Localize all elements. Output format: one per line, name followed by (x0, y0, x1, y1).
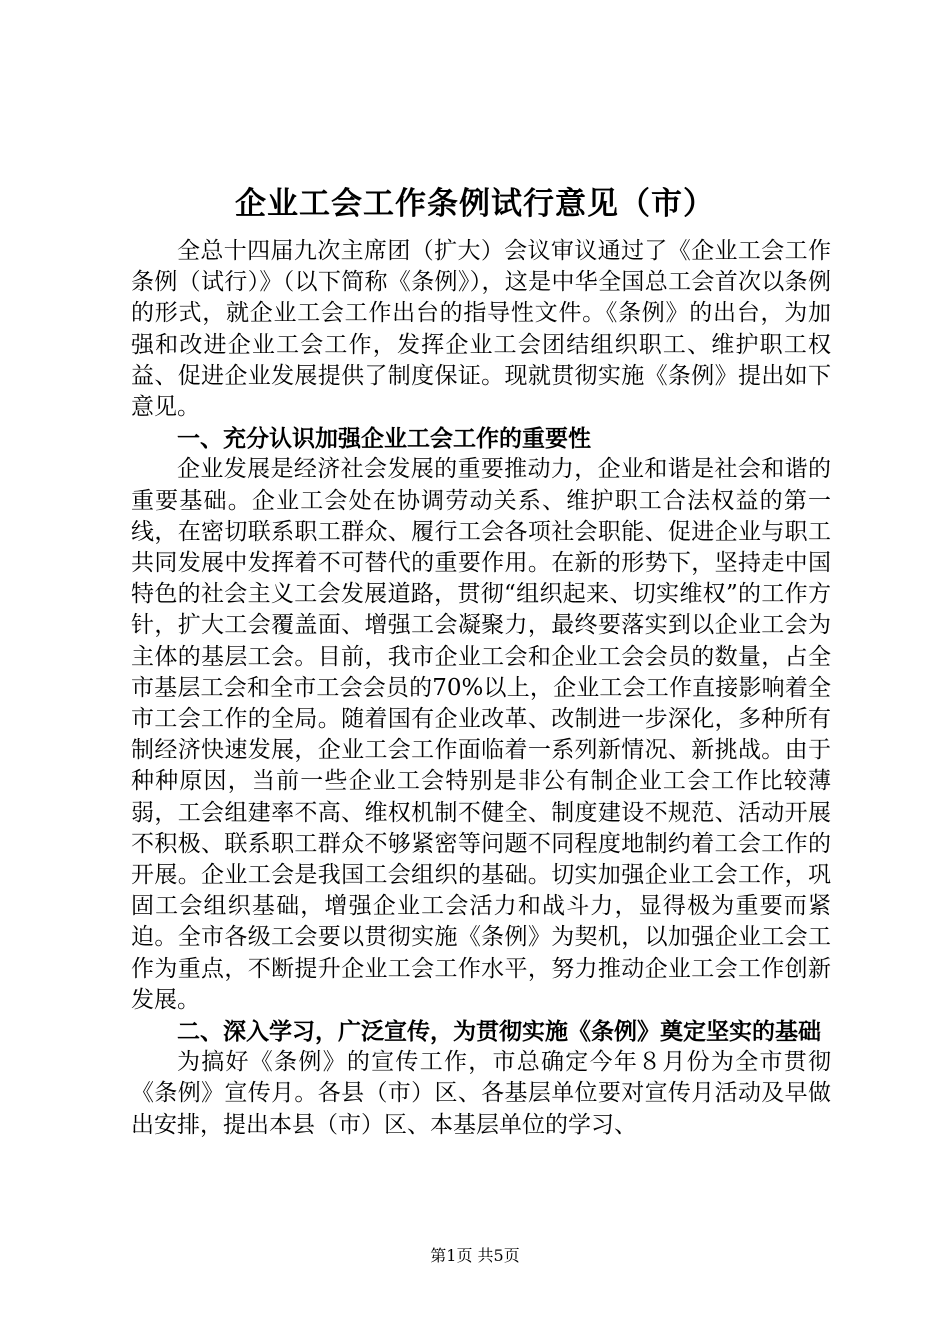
section-2-paragraph: 为搞好《条例》的宣传工作，市总确定今年８月份为全市贯彻《条例》宣传月。各县（市）区、各基层单位要对宣传月活动及早做出安排，提出本县（市）区、本基层单位的学习、 (131, 1049, 831, 1138)
intro-paragraph: 全总十四届九次主席团（扩大）会议审议通过了《企业工会工作条例（试行）》（以下简称《条例》），这是中华全国总工会首次以条例的形式，就企业工会工作出台的指导性文件。《条例》的出台，为加强和改进企业工会工作，发挥企业工会团结组织职工、维护职工权益、促进企业发展提供了制度保证。现就贯彻实施《条例》提出如下意见。 (131, 238, 831, 421)
section-1-heading: 一、充分认识加强企业工会工作的重要性 (177, 425, 591, 453)
page-number-footer: 第1页 共5页 (430, 1246, 520, 1265)
document-body (131, 236, 831, 1141)
section-2-heading: 二、深入学习，广泛宣传，为贯彻实施《条例》奠定坚实的基础 (177, 1018, 821, 1046)
document-title: 企业工会工作条例试行意见（市） (235, 186, 715, 222)
section-1-paragraph: 企业发展是经济社会发展的重要推动力，企业和谐是社会和谐的重要基础。企业工会处在协调劳动关系、维护职工合法权益的第一线，在密切联系职工群众、履行工会各项社会职能、促进企业与职工共同发展中发挥着不可替代的重要作用。在新的形势下，坚持走中国特色的社会主义工会发展道路，贯彻“组织起来、切实维权”的工作方针，扩大工会覆盖面、增强工会凝聚力，最终要落实到以企业工会为主体的基层工会。目前，我市企业工会和企业工会会员的数量，占全市基层工会和全市工会会员的70%以上，企业工会工作直接影响着全市工会工作的全局。随着国有企业改革、改制进一步深化，多种所有制经济快速发展，企业工会工作面临着一系列新情况、新挑战。由于种种原因，当前一些企业工会特别是非公有制企业工会工作比较薄弱，工会组建率不高、维权机制不健全、制度建设不规范、活动开展不积极、联系职工群众不够紧密等问题不同程度地制约着工会工作的开展。企业工会是我国工会组织的基础。切实加强企业工会工作，巩固工会组织基础，增强企业工会活力和战斗力，显得极为重要而紧迫。全市各级工会要以贯彻实施《条例》为契机，以加强企业工会工作为重点，不断提升企业工会工作水平，努力推动企业工会工作创新发展。 (131, 456, 831, 1013)
